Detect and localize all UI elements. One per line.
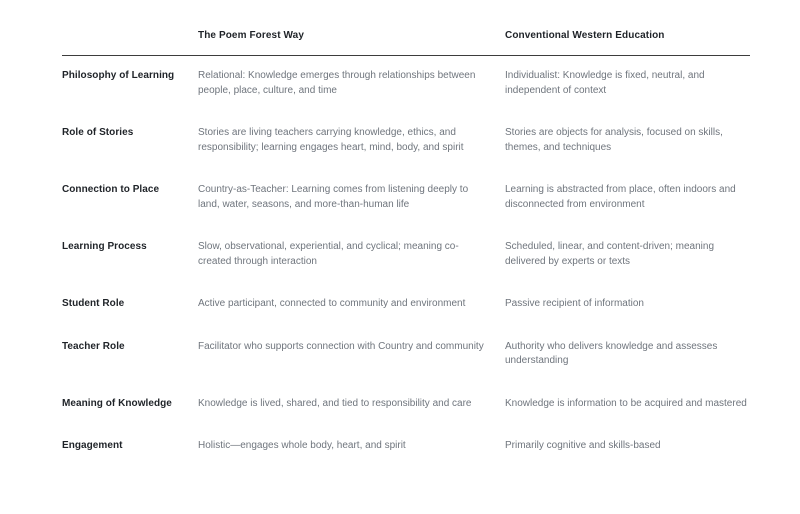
row-label: Connection to Place	[62, 184, 160, 195]
cell-conventional-western-education: Authority who delivers knowledge and assesses understanding	[505, 340, 718, 366]
row-label: Teacher Role	[62, 340, 125, 352]
table-row	[62, 326, 750, 383]
table-row	[62, 283, 750, 326]
cell-conventional-western-education: Individualist: Knowledge is fixed, neutral, and independent of context	[505, 70, 705, 96]
cell-conventional-western-education: Knowledge is information to be acquired and mastered	[505, 397, 747, 409]
cell-poem-forest-way: Relational: Knowledge emerges through relationships between people, place, culture, and time	[198, 70, 476, 96]
row-label: Student Role	[62, 298, 125, 309]
row-label: Learning Process	[62, 241, 147, 252]
cell-poem-forest-way: Holistic—engages whole body, heart, and spirit	[198, 440, 406, 451]
cell-conventional-western-education: Scheduled, linear, and content-driven; meaning delivered by experts or texts	[505, 241, 715, 267]
table-row	[62, 169, 750, 226]
header-row	[62, 30, 750, 56]
column-header-conventional-western-education: Conventional Western Education	[505, 30, 750, 56]
cell-poem-forest-way: Country-as-Teacher: Learning comes from listening deeply to land, water, seasons, and more-than-human life	[198, 184, 469, 210]
cell-conventional-western-education: Learning is abstracted from place, often indoors and disconnected from environment	[505, 184, 736, 210]
cell-conventional-western-education: Stories are objects for analysis, focused on skills, themes, and techniques	[505, 127, 723, 153]
column-header-aspect	[62, 30, 198, 56]
table-body	[62, 56, 750, 468]
table-row	[62, 425, 750, 468]
cell-poem-forest-way: Stories are living teachers carrying knowledge, ethics, and responsibility; learning engages heart, mind, body, and spirit	[198, 127, 464, 153]
row-label: Engagement	[62, 440, 123, 451]
row-label: Meaning of Knowledge	[62, 397, 172, 409]
table-row	[62, 112, 750, 169]
cell-poem-forest-way: Active participant, connected to community and environment	[198, 298, 466, 309]
cell-poem-forest-way: Facilitator who supports connection with Country and community	[198, 340, 484, 352]
cell-poem-forest-way: Knowledge is lived, shared, and tied to responsibility and care	[198, 397, 472, 409]
comparison-table	[62, 30, 750, 468]
table-row	[62, 383, 750, 426]
column-header-poem-forest-way: The Poem Forest Way	[198, 30, 505, 56]
table-header	[62, 30, 750, 56]
cell-conventional-western-education: Passive recipient of information	[505, 298, 644, 309]
table-row	[62, 226, 750, 283]
row-label: Philosophy of Learning	[62, 70, 175, 81]
cell-conventional-western-education: Primarily cognitive and skills-based	[505, 440, 661, 451]
cell-poem-forest-way: Slow, observational, experiential, and cyclical; meaning co-created through interaction	[198, 241, 459, 267]
row-label: Role of Stories	[62, 127, 134, 138]
table-row	[62, 56, 750, 113]
